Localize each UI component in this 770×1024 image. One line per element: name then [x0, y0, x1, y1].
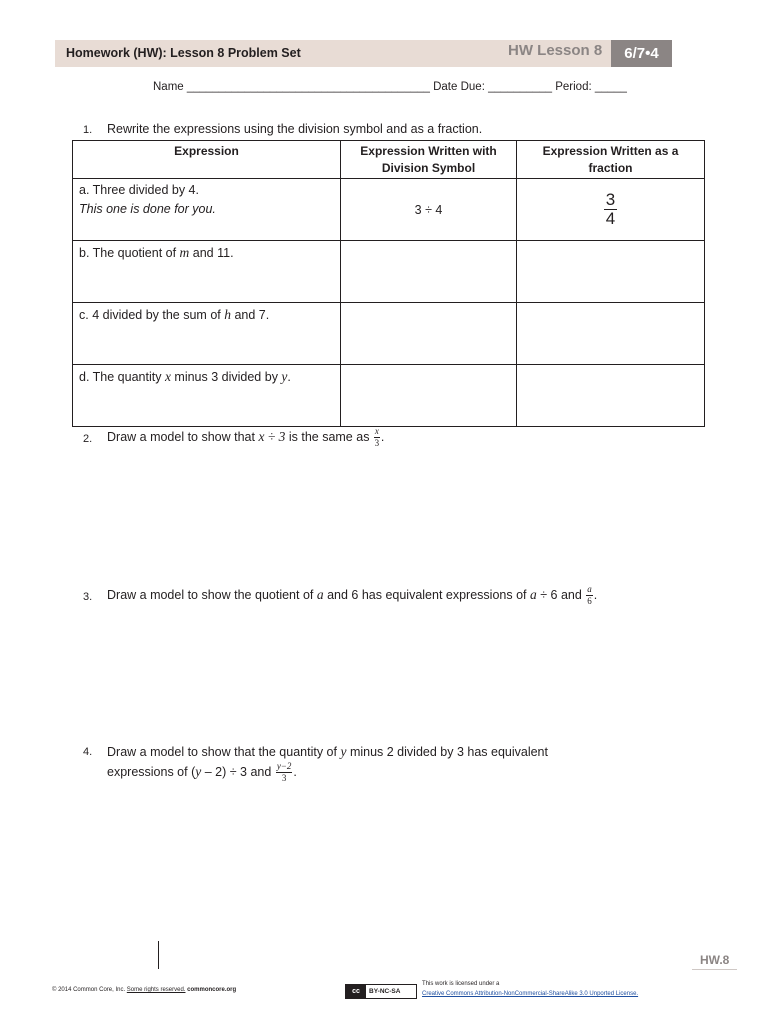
row-a-fraction	[517, 179, 705, 241]
variable-y: y	[195, 763, 202, 779]
q3-text-end: .	[593, 587, 598, 602]
fraction-denominator: 4	[605, 209, 616, 228]
row-b-text-end: and 11.	[189, 246, 234, 260]
row-a-expression	[73, 179, 341, 241]
row-c-expression	[73, 303, 341, 365]
site-name: commoncore.org	[185, 987, 237, 993]
row-d-text-end: .	[287, 370, 291, 384]
row-d-expression	[73, 365, 341, 427]
q1-number: 1.	[83, 124, 93, 136]
fraction-numerator: 3	[605, 190, 616, 210]
q3-text-mid2: ÷ 6 and	[536, 587, 586, 602]
row-b-fraction-answer[interactable]	[517, 241, 705, 303]
fraction-numerator: y−2	[276, 761, 292, 771]
variable-y: y	[340, 744, 347, 759]
q4-number: 4.	[83, 746, 93, 758]
q4-text-start2: expressions of (	[107, 764, 196, 779]
col-header-expression: Expression	[73, 141, 341, 179]
variable-a: a	[529, 586, 537, 602]
table-row	[73, 303, 705, 365]
q2-text-start: Draw a model to show that	[107, 429, 259, 444]
row-c-text-end: and 7.	[230, 308, 270, 322]
row-b-text: b. The quotient of	[79, 246, 180, 260]
cc-label: BY-NC-SA	[369, 988, 401, 995]
fraction-numerator: a	[587, 584, 592, 594]
variable-y: y	[281, 369, 288, 384]
q4-line2	[107, 762, 297, 783]
copyright-notice	[52, 987, 236, 993]
q2-expression: x ÷ 3	[258, 428, 286, 444]
table-row	[73, 241, 705, 303]
lesson-code-badge: 6/7•4	[611, 40, 672, 67]
rights-link[interactable]: Some rights reserved.	[126, 987, 186, 993]
lesson-label: HW Lesson 8	[508, 42, 603, 59]
q3-number: 3.	[83, 591, 93, 603]
q3-text-start: Draw a model to show the quotient of	[107, 587, 317, 602]
row-c-fraction-answer[interactable]	[517, 303, 705, 365]
variable-x: x	[164, 369, 171, 384]
q4-text-start: Draw a model to show that the quantity of	[107, 745, 341, 759]
fraction-denominator: 6	[587, 596, 592, 606]
q2-text	[107, 427, 384, 448]
cc-license-badge[interactable]	[345, 984, 417, 999]
row-a-note: This one is done for you.	[79, 202, 216, 216]
header-title: Homework (HW): Lesson 8 Problem Set	[66, 46, 301, 60]
q4-fraction	[276, 762, 293, 783]
footer-divider	[158, 941, 159, 969]
row-a-division: 3 ÷ 4	[341, 179, 517, 241]
row-d-text-mid: minus 3 divided by	[170, 370, 282, 384]
q4-line1	[107, 744, 548, 760]
row-b-expression	[73, 241, 341, 303]
table-row	[73, 365, 705, 427]
fraction-denominator: 3	[374, 438, 380, 448]
q2-text-end: .	[380, 429, 385, 444]
col-header-fraction: Expression Written as a fraction	[517, 141, 705, 179]
q2-number: 2.	[83, 433, 93, 445]
q4-text-end2: .	[293, 764, 297, 779]
page-number: HW.8	[700, 953, 730, 967]
col-header-division: Expression Written with Division Symbol	[341, 141, 517, 179]
row-b-division-answer[interactable]	[341, 241, 517, 303]
fraction-denominator: 3	[281, 773, 287, 783]
fraction-numerator: x	[374, 426, 379, 436]
variable-h: h	[224, 307, 231, 322]
q2-fraction	[374, 427, 380, 448]
license-link[interactable]: Creative Commons Attribution-NonCommercial-ShareAlike 3.0 Unported License.	[422, 991, 639, 997]
q2-text-mid: is the same as	[285, 429, 373, 444]
copyright-text: © 2014 Common Core, Inc.	[52, 987, 127, 993]
row-d-text: d. The quantity	[79, 370, 165, 384]
row-d-division-answer[interactable]	[341, 365, 517, 427]
expression-table	[72, 140, 705, 427]
variable-m: m	[179, 245, 190, 260]
variable-a: a	[316, 586, 324, 602]
cc-icon: cc	[346, 985, 366, 998]
row-c-division-answer[interactable]	[341, 303, 517, 365]
name-date-period-line: Name ______________________________________ Date Due: __________ Period: _____	[153, 81, 627, 93]
q3-fraction	[586, 585, 593, 606]
table-header-row	[73, 141, 705, 179]
table-row	[73, 179, 705, 241]
q4-text-mid: – 2) ÷ 3 and	[201, 764, 275, 779]
row-c-text: c. 4 divided by the sum of	[79, 308, 225, 322]
row-d-fraction-answer[interactable]	[517, 365, 705, 427]
page-number-rule	[692, 969, 737, 970]
license-text: This work is licensed under a	[422, 981, 500, 987]
q3-text	[107, 585, 597, 606]
q3-text-mid: and 6 has equivalent expressions of	[323, 587, 530, 602]
q4-text-end: minus 2 divided by 3 has equivalent	[346, 745, 548, 759]
row-a-fraction-value	[604, 191, 617, 228]
row-a-label: a. Three divided by 4.	[79, 183, 199, 197]
q1-text: Rewrite the expressions using the division symbol and as a fraction.	[107, 122, 483, 136]
